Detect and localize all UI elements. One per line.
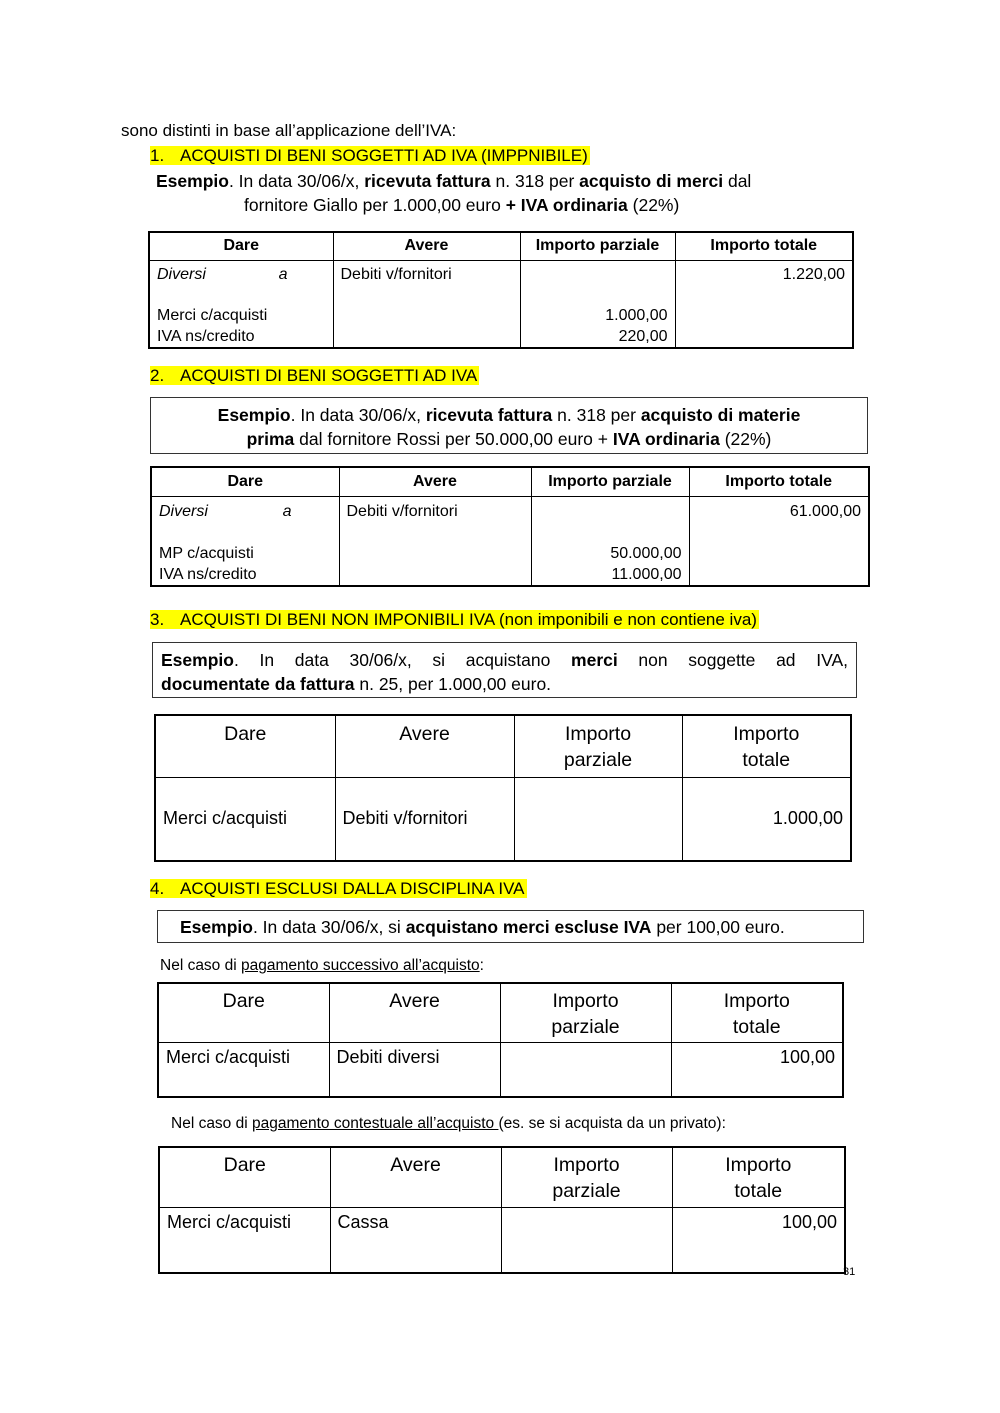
example-lead: Esempio bbox=[217, 405, 291, 425]
example-text: . In data 30/06/x, si acquistano bbox=[233, 650, 572, 670]
example-bold: acquistano merci escluse IVA bbox=[405, 917, 652, 937]
section-4-heading bbox=[150, 879, 527, 899]
cell-parziale bbox=[500, 1042, 671, 1097]
cell-parziale bbox=[514, 777, 682, 861]
example-bold: acquisto di materie bbox=[640, 405, 801, 425]
col-header-avere: Avere bbox=[330, 1147, 501, 1207]
note-text: Nel caso di bbox=[171, 1115, 252, 1132]
example-lead: Esempio bbox=[156, 171, 229, 191]
cell-dare: Merci c/acquisti bbox=[157, 306, 268, 324]
col-header-parziale: Importo parziale bbox=[500, 983, 671, 1042]
col-header-dare: Dare bbox=[149, 232, 333, 260]
section-3-number: 3. bbox=[150, 610, 165, 629]
note-underlined: pagamento successivo all’acquisto bbox=[240, 957, 480, 974]
section-3-table bbox=[154, 714, 852, 862]
table-row bbox=[149, 260, 853, 348]
example-bold: prima bbox=[246, 429, 295, 449]
cell-parziale: 1.000,00 bbox=[605, 306, 668, 324]
example-text: (22%) bbox=[627, 195, 680, 215]
payment-note-immediate bbox=[171, 1115, 726, 1133]
cell-dare: Merci c/acquisti bbox=[159, 1207, 330, 1273]
example-bold: documentate da fattura bbox=[161, 674, 355, 694]
note-underlined: pagamento contestuale all’acquisto bbox=[251, 1115, 499, 1132]
col-header-parziale: Importo parziale bbox=[520, 232, 675, 260]
col-header-totale: Importo totale bbox=[672, 1147, 845, 1207]
cell-avere: Debiti v/fornitori bbox=[335, 777, 514, 861]
example-text: . In data 30/06/x, si bbox=[252, 917, 406, 937]
cell-dare: IVA ns/credito bbox=[159, 565, 257, 583]
cell-avere: Debiti diversi bbox=[329, 1042, 500, 1097]
intro-text: sono distinti in base all’applicazione dell’IVA: bbox=[121, 121, 457, 140]
col-header-totale: Importo totale bbox=[671, 983, 843, 1042]
example-bold: ricevuta fattura bbox=[425, 405, 553, 425]
col-header-dare: Dare bbox=[158, 983, 329, 1042]
section-2-table bbox=[150, 466, 870, 587]
col-header-totale: Importo totale bbox=[675, 232, 853, 260]
table-row bbox=[159, 1207, 845, 1273]
example-bold: IVA ordinaria bbox=[612, 429, 720, 449]
section-3-title: ACQUISTI DI BENI NON IMPONIBILI IVA (non imponibili e non contiene iva) bbox=[180, 610, 757, 629]
cell-dare-a: a bbox=[278, 265, 288, 283]
section-2-number: 2. bbox=[150, 366, 165, 385]
cell-totale: 1.220,00 bbox=[675, 260, 853, 348]
example-text: n. 318 per bbox=[490, 171, 580, 191]
section-2-example bbox=[150, 397, 868, 454]
example-text: . In data 30/06/x, bbox=[290, 405, 426, 425]
cell-parziale: 220,00 bbox=[618, 327, 668, 345]
section-4-table-immediate bbox=[158, 1146, 846, 1274]
cell-avere: Debiti v/fornitori bbox=[339, 496, 531, 586]
cell-avere: Cassa bbox=[330, 1207, 501, 1273]
section-1-heading bbox=[150, 146, 590, 166]
cell-parziale: 50.000,00 bbox=[610, 544, 682, 562]
cell-parziale: 11.000,00 bbox=[611, 565, 682, 583]
example-text: fornitore Giallo per 1.000,00 euro bbox=[244, 195, 506, 215]
cell-dare: IVA ns/credito bbox=[157, 327, 255, 345]
section-1-title: ACQUISTI DI BENI SOGGETTI AD IVA (IMPPNIBILE) bbox=[180, 146, 588, 165]
cell-totale: 61.000,00 bbox=[689, 496, 869, 586]
cell-dare: Diversi bbox=[159, 502, 208, 520]
example-lead: Esempio bbox=[180, 917, 253, 937]
col-header-avere: Avere bbox=[339, 467, 531, 496]
col-header-parziale: Importo parziale bbox=[514, 715, 682, 777]
cell-dare: Merci c/acquisti bbox=[158, 1042, 329, 1097]
table-row bbox=[158, 1042, 843, 1097]
cell-dare-a: a bbox=[282, 502, 292, 520]
section-1-number: 1. bbox=[150, 146, 165, 165]
col-header-avere: Avere bbox=[335, 715, 514, 777]
example-lead: Esempio bbox=[161, 650, 234, 670]
section-3-example bbox=[152, 642, 857, 698]
note-text: Nel caso di bbox=[160, 957, 241, 974]
section-4-table-deferred bbox=[157, 982, 844, 1098]
example-text: n. 318 per bbox=[552, 405, 641, 425]
section-1-table bbox=[148, 231, 854, 349]
note-text: (es. se si acquista da un privato): bbox=[498, 1115, 726, 1132]
col-header-avere: Avere bbox=[329, 983, 500, 1042]
page-number: 31 bbox=[843, 1266, 856, 1278]
example-text: per 100,00 euro. bbox=[651, 917, 785, 937]
cell-parziale bbox=[501, 1207, 672, 1273]
table-row bbox=[155, 777, 851, 861]
example-bold: acquisto di merci bbox=[579, 171, 724, 191]
table-row bbox=[151, 496, 869, 586]
example-bold: merci bbox=[571, 650, 618, 670]
payment-note-deferred bbox=[160, 957, 484, 975]
example-text: (22%) bbox=[719, 429, 772, 449]
cell-totale: 100,00 bbox=[672, 1207, 845, 1273]
col-header-totale: Importo totale bbox=[682, 715, 851, 777]
col-header-totale: Importo totale bbox=[689, 467, 869, 496]
example-text: dal fornitore Rossi per 50.000,00 euro + bbox=[294, 429, 613, 449]
example-bold: + IVA ordinaria bbox=[505, 195, 628, 215]
col-header-parziale: Importo parziale bbox=[531, 467, 689, 496]
cell-dare: MP c/acquisti bbox=[159, 544, 254, 562]
example-text: non soggette ad IVA, bbox=[617, 650, 848, 670]
section-4-example bbox=[157, 910, 864, 943]
section-2-title: ACQUISTI DI BENI SOGGETTI AD IVA bbox=[180, 366, 478, 385]
example-text: n. 25, per 1.000,00 euro. bbox=[354, 674, 552, 694]
example-bold: ricevuta fattura bbox=[364, 171, 491, 191]
cell-totale: 100,00 bbox=[671, 1042, 843, 1097]
section-2-heading bbox=[150, 366, 479, 386]
section-3-heading bbox=[150, 610, 759, 630]
example-text: . In data 30/06/x, bbox=[228, 171, 365, 191]
example-text: dal bbox=[723, 171, 752, 191]
cell-dare: Diversi bbox=[157, 265, 206, 283]
col-header-dare: Dare bbox=[159, 1147, 330, 1207]
section-1-example bbox=[156, 169, 856, 217]
col-header-avere: Avere bbox=[333, 232, 520, 260]
section-4-number: 4. bbox=[150, 879, 165, 898]
col-header-dare: Dare bbox=[155, 715, 335, 777]
section-4-title: ACQUISTI ESCLUSI DALLA DISCIPLINA IVA bbox=[180, 879, 525, 898]
col-header-parziale: Importo parziale bbox=[501, 1147, 672, 1207]
note-text: : bbox=[479, 957, 484, 974]
cell-avere: Debiti v/fornitori bbox=[333, 260, 520, 348]
col-header-dare: Dare bbox=[151, 467, 339, 496]
cell-totale: 1.000,00 bbox=[682, 777, 851, 861]
cell-dare: Merci c/acquisti bbox=[155, 777, 335, 861]
